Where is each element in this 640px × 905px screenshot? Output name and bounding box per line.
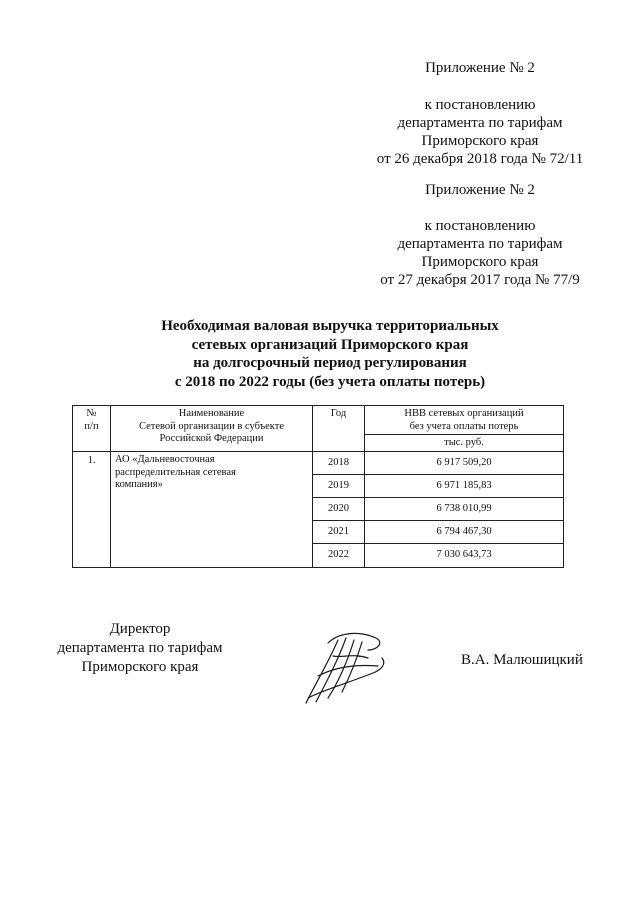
- header-year: [313, 406, 365, 452]
- document-title: [120, 317, 540, 391]
- table-header-row: [73, 406, 564, 435]
- table-row: [73, 452, 564, 475]
- row-org-name: [111, 452, 313, 568]
- annex-current-line2: департамента по тарифам: [397, 115, 563, 131]
- header-num-line1: №: [86, 408, 97, 419]
- nvv-table: [72, 405, 564, 568]
- title-line3: на долгосрочный период регулирования: [193, 355, 467, 371]
- header-name: [111, 406, 313, 452]
- nvv-value-cell: 6 971 185,83: [365, 475, 564, 498]
- header-nvv-line2: без учета оплаты потерь: [409, 420, 519, 432]
- signatory-name: В.А. Малюшицкий: [461, 652, 583, 668]
- annex-previous-line2: департамента по тарифам: [397, 236, 563, 252]
- signatory-line2: департамента по тарифам: [57, 640, 223, 656]
- year-cell: 2020: [313, 498, 365, 521]
- header-name-line2: Сетевой организации в субъекте: [138, 420, 285, 432]
- year-cell: 2019: [313, 475, 365, 498]
- signatory-position: [40, 620, 240, 677]
- signatory-line1: Директор: [109, 621, 171, 637]
- annex-previous-line3: Приморского края: [421, 254, 539, 270]
- header-name-line1: Наименование: [178, 408, 245, 419]
- nvv-value-cell: 6 794 467,30: [365, 521, 564, 544]
- header-nvv: [365, 406, 564, 435]
- handwritten-signature: [298, 628, 388, 708]
- org-line1: АО «Дальневосточная: [115, 454, 215, 465]
- nvv-value-cell: 6 738 010,99: [365, 498, 564, 521]
- annex-previous-line1: к постановлению: [424, 218, 536, 234]
- annex-current-block: [350, 96, 610, 168]
- annex-current-line3: Приморского края: [421, 133, 539, 149]
- signatory-line3: Приморского края: [81, 659, 199, 675]
- row-num: 1.: [73, 452, 111, 568]
- year-cell: 2022: [313, 544, 365, 568]
- year-cell: 2021: [313, 521, 365, 544]
- title-line1: Необходимая валовая выручка территориальных: [161, 318, 499, 334]
- header-num-line2: п/п: [84, 420, 99, 432]
- header-nvv-line1: НВВ сетевых организаций: [404, 408, 524, 419]
- annex-previous-block: [350, 217, 610, 289]
- header-unit: тыс. руб.: [365, 435, 564, 452]
- annex-current-line4: от 26 декабря 2018 года № 72/11: [376, 151, 584, 167]
- nvv-value-cell: 7 030 643,73: [365, 544, 564, 568]
- org-line2: распределительная сетевая: [115, 466, 236, 478]
- year-cell: 2018: [313, 452, 365, 475]
- annex-current-line1: к постановлению: [424, 97, 536, 113]
- header-year-label: Год: [330, 408, 347, 419]
- header-num: [73, 406, 111, 452]
- title-line4: с 2018 по 2022 годы (без учета оплаты потерь): [174, 373, 486, 390]
- annex-previous-line4: от 27 декабря 2017 года № 77/9: [380, 272, 580, 288]
- annex-current-title: Приложение № 2: [425, 60, 535, 76]
- header-name-line3: Российской Федерации: [159, 433, 264, 444]
- title-line2: сетевых организаций Приморского края: [191, 336, 469, 353]
- annex-previous-title: Приложение № 2: [425, 182, 535, 198]
- nvv-value-cell: 6 917 509,20: [365, 452, 564, 475]
- org-line3: компания»: [115, 479, 163, 490]
